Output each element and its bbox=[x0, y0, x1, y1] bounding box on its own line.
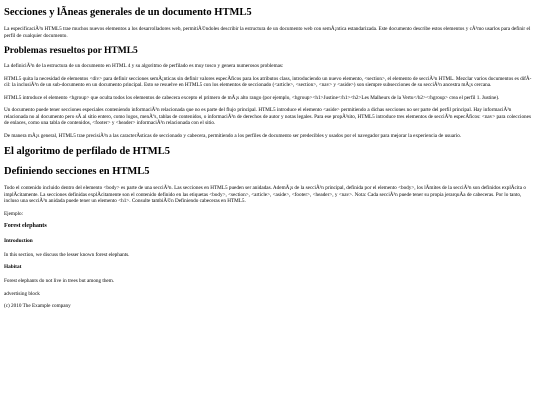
example-section bbox=[4, 223, 536, 310]
problems-paragraph-3: HTML5 introduce el elemento <hgroup> que oculta todos los elementos de cabecera excepto el primero de mÃ¡s alto rango (por ejemplo, <hgroup><h1>Justine</h1><h2>Les Malheurs de la Vertu</h2></hgroup> crea el perfil 1. Justine). bbox=[4, 94, 500, 101]
problems-paragraph-1: La definiciÃ³n de la estructura de un documento en HTML 4 y su algoritmo de perfilado es muy tosco y genera numerosos problemas: bbox=[4, 63, 284, 69]
intro-paragraph: La especificaciÃ³n HTML5 trae muchos nuevos elementos a los desarrolladores web, permitiÃ©ndoles describir la estructura de un documento web con semÃ¡ntica estandarizada. Este documento describe estos elementos y cÃ³mo usarlos para definir el perfil de cualquier documento. bbox=[4, 26, 531, 39]
example-habitat-heading: Habitat bbox=[4, 264, 22, 270]
problems-paragraph-4: Un documento puede tener secciones especiales conteniendo informaciÃ³n relacionada que no es parte del flujo principal. HTML5 introduce el elemento <aside> permitiendo a dichas secciones no ser parte del perfil principal. Hay informaciÃ³n relacionada no al documento pero sÃ al sitio entero, como logos, menÃºs, tablas de contenidos, o informaciÃ³n de derechos de autor y notas legales. Para ese propÃ³sito, HTML5 introduce tres elementos de secciÃ³n especÃficos: <nav> para colecciones de enlaces, como una tabla de contenidos, <footer> y <header> informaciÃ³n relacionada con el sitio. bbox=[4, 107, 531, 126]
page-title: Secciones y lÃneas generales de un documento HTML5 bbox=[4, 7, 252, 18]
problems-paragraph-5: De manera mÃ¡s general, HTML5 trae precisiÃ³n a las caracterÃsticas de seccionado y cabecera, permitiendo a los perfiles de documento ser predecibles y usados por el navegador para mejorar la experiencia de usuario. bbox=[4, 132, 462, 139]
problems-heading: Problemas resueltos por HTML5 bbox=[4, 46, 138, 56]
example-title: Forest elephants bbox=[4, 223, 47, 229]
example-habitat-text: Forest elephants do not live in trees but among them. bbox=[4, 278, 115, 284]
example-introduction-heading: Introduction bbox=[4, 237, 33, 244]
example-advertising-block: advertising block bbox=[4, 290, 40, 297]
example-footer: (c) 2010 The Example company bbox=[4, 303, 71, 309]
defining-sections-heading: Definiendo secciones en HTML5 bbox=[4, 166, 150, 177]
algorithm-heading: El algoritmo de perfilado de HTML5 bbox=[4, 146, 170, 157]
algorithm-paragraph: Todo el contenido incluido dentro del elemento <body> es parte de una secciÃ³n. Las secciones en HTML5 pueden ser anidadas. AdemÃ¡s de la secciÃ³n principal, definida por el elemento <body>, los lÃmites de la secciÃ³n son definidos explÃcita o implÃcitamente. La secciones definidas explÃcitamente son el contenido definido en las etiquetas <body>, <section>, <article>, <aside>, <footer>, <header>, y <nav>. Nota: Cada secciÃ³n puede tener su propia jerarquÃa de cabeceras. Por lo tanto, incluso una secciÃ³n anidada puede tener un elemento <h1>. Consulte tambiÃ©n Definiendo cabeceras en HTML5. bbox=[4, 185, 526, 204]
problems-paragraph-2: HTML5 quita la necesidad de elementos <div> para definir secciones semÃ¡nticas sin definir valores especÃficos para los atributos class, introduciendo un nuevo elemento, <section>, el elemento de secciÃ³n HTML. Mezclar varios documentos es difÃcil: la inclusiÃ³n de un sub-documento en un documento principal. Esto se resuelve en HTML5 con los elementos de seccionado (<article>, <section>, <nav> y <aside>) son siempre subsecciones de su secciÃ³n ancestra mÃ¡s cercana. bbox=[4, 75, 532, 88]
example-introduction-text: In this section, we discuss the lesser known forest elephants. bbox=[4, 251, 130, 258]
example-label: Ejemplo: bbox=[4, 210, 24, 217]
